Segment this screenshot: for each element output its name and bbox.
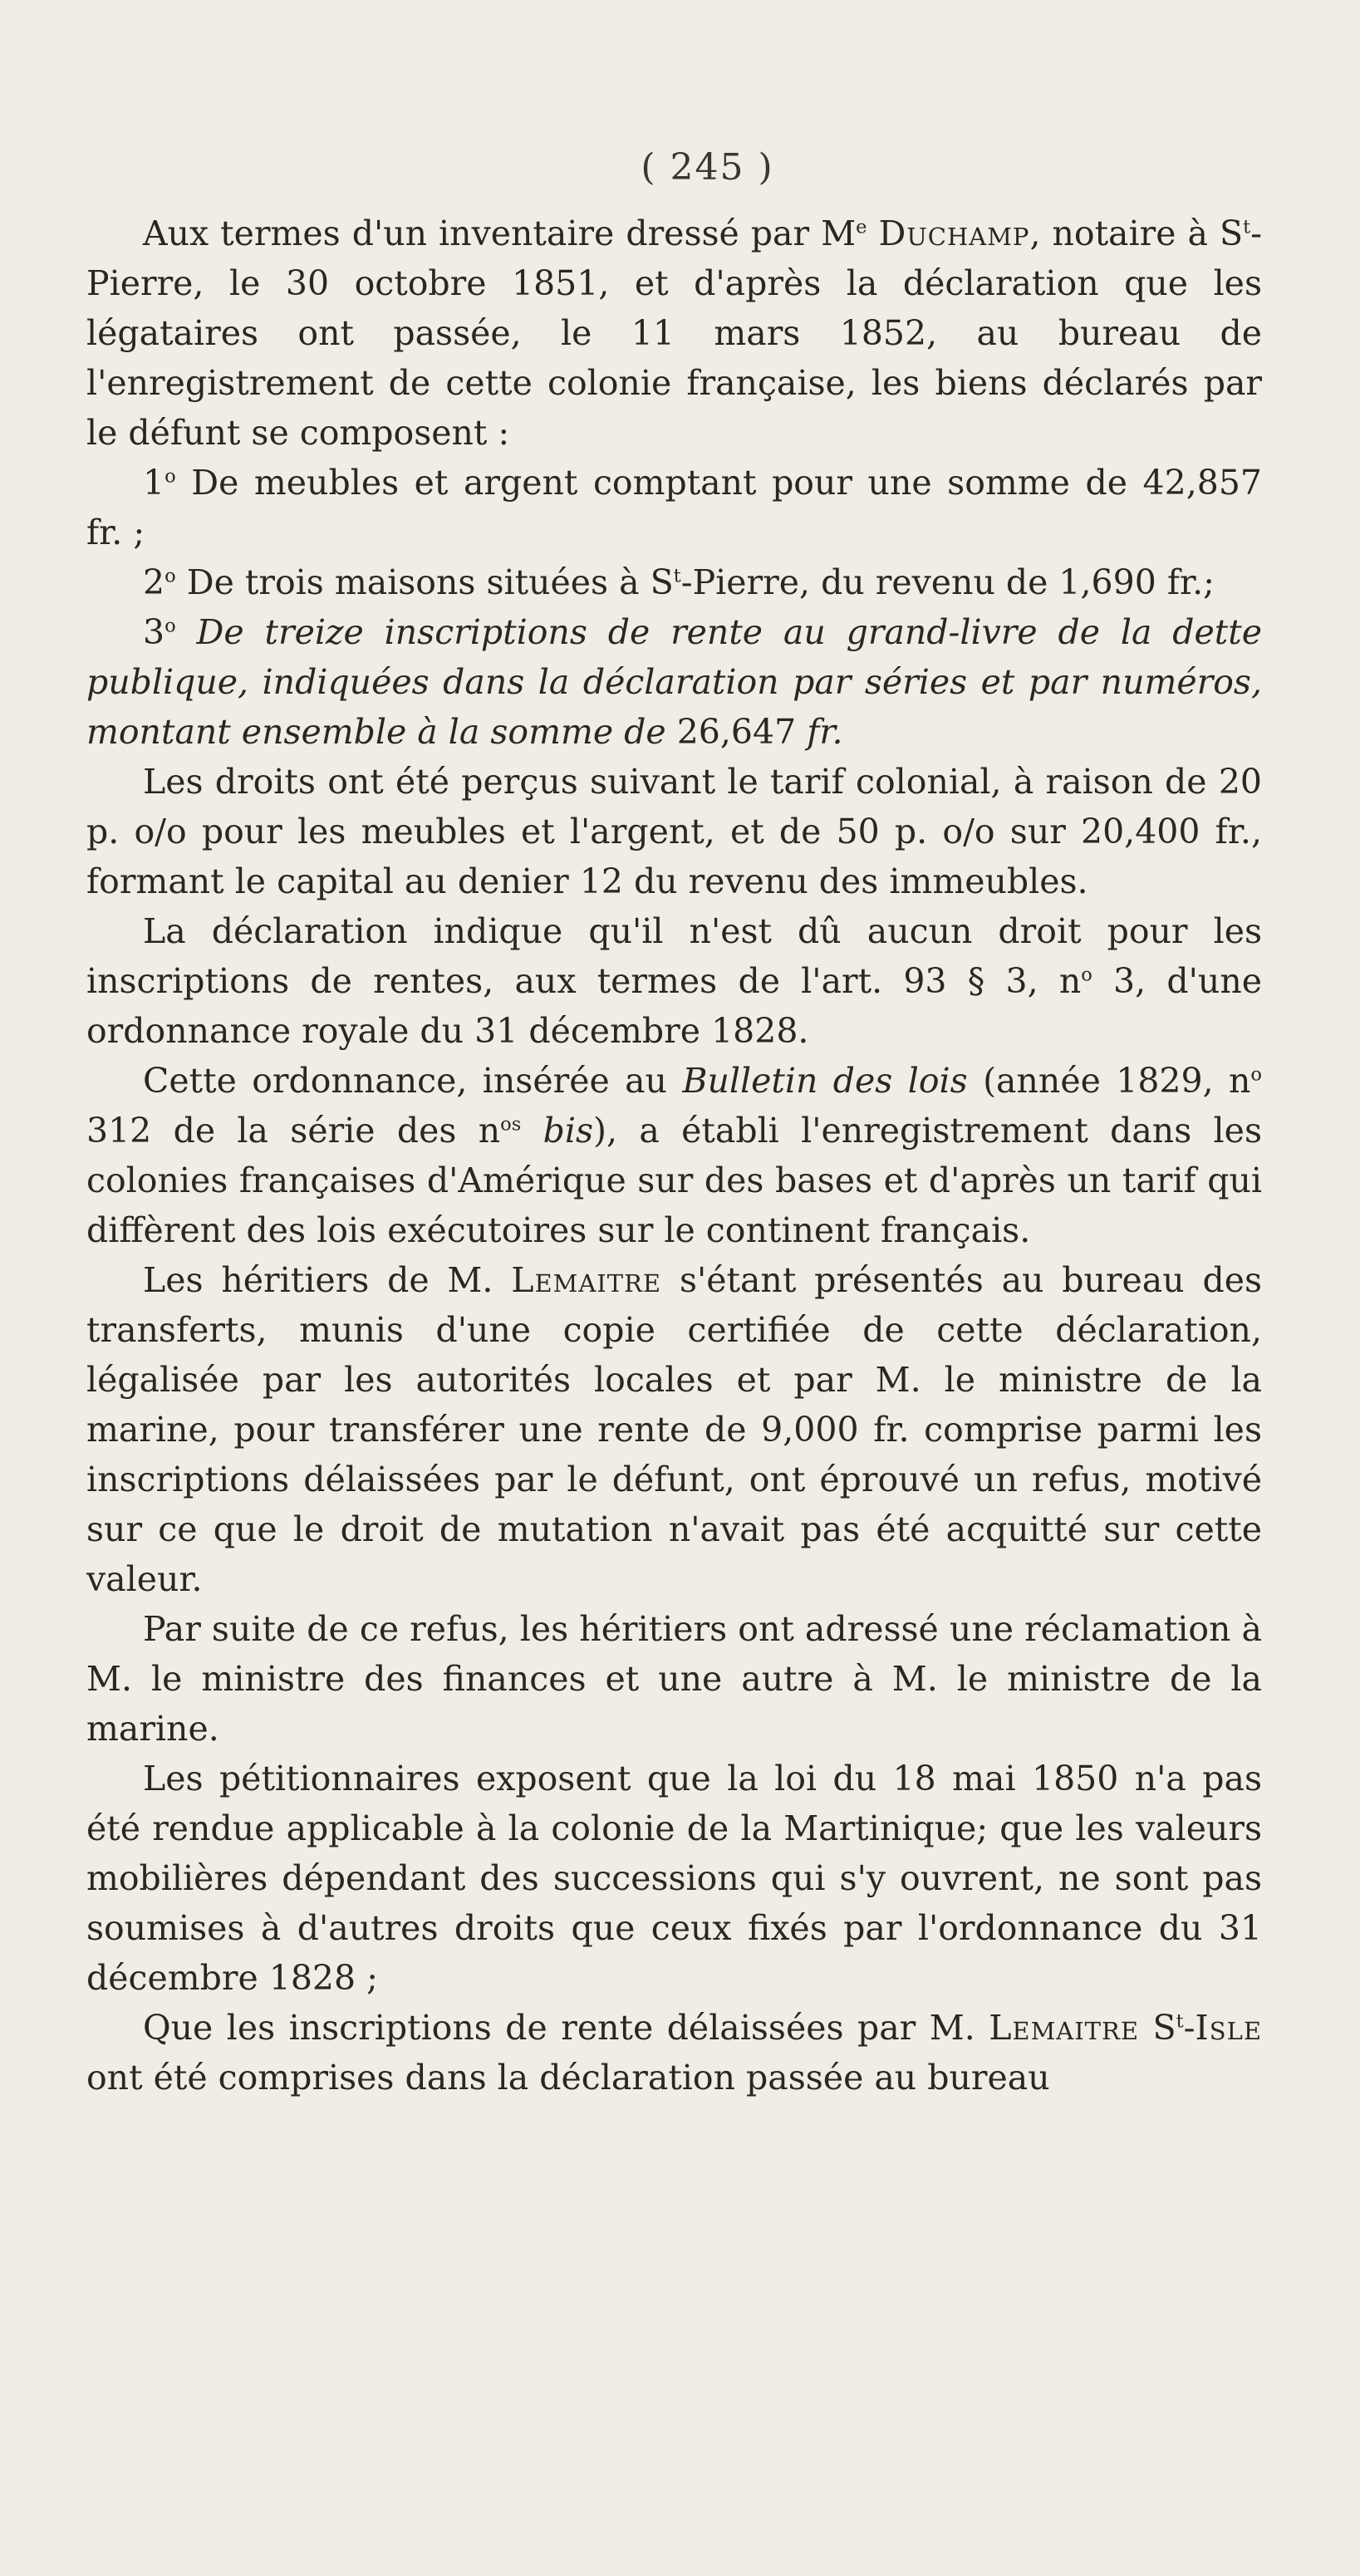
list-item-1: [86, 458, 1262, 557]
italic-text: De treize inscriptions de rente au grand-livre de la dette publique, indiquées dans la déclaration par séries et par numéros, montant ensemble à la somme de: [86, 612, 1262, 752]
text-run: Cette ordonnance, insérée au: [143, 1061, 683, 1101]
item-number: 1: [143, 463, 165, 503]
superscript: os: [500, 1113, 522, 1136]
text-run: La déclaration indique qu'il n'est dû aucun droit pour les inscriptions de rentes, aux termes de l'art. 93 § 3, n: [86, 911, 1262, 1001]
text-run: De trois maisons situées à S: [175, 562, 674, 602]
proper-name: Lemaitre: [989, 2008, 1140, 2048]
paragraph-declaration: [86, 906, 1262, 1056]
superscript: o: [1250, 1063, 1262, 1086]
list-item-3: [86, 607, 1262, 757]
text-run: Les héritiers de M.: [143, 1260, 512, 1300]
text-run: ont été comprises dans la déclaration passée au bureau: [86, 2058, 1050, 2098]
item-number: 3: [143, 612, 165, 652]
text-run: 3, d'une ordonnance royale du 31 décembre 1828.: [86, 961, 1263, 1051]
paragraph-petitioners: Les pétitionnaires exposent que la loi du 18 mai 1850 n'a pas été rendue applicable à la colonie de la Martinique; que les valeurs mobilières dépendant des successions qui s'y ouvrent, ne sont pas soumises à d'autres droits que ceux fixés par l'ordonnance du 31 décembre 1828 ;: [86, 1759, 1262, 1998]
text-run: S: [1139, 2008, 1176, 2048]
text-run: 312 de la série des n: [86, 1111, 501, 1151]
paragraph-inventory: [86, 209, 1262, 458]
text-run: (année 1829, n: [967, 1061, 1251, 1101]
proper-name: Isle: [1195, 2008, 1262, 2048]
superscript: o: [164, 465, 176, 488]
superscript: o: [1081, 964, 1092, 986]
text-run: -Pierre, du revenu de 1,690 fr.;: [680, 562, 1215, 602]
superscript: o: [164, 615, 176, 637]
text-run: s'étant présentés au bureau des transferts, munis d'une copie certifiée de cette déclaration, légalisée par les autorités locales et par M. le ministre de la marine, pour transférer une rente de 9,000 fr. comprise parmi les inscriptions délaissées par le défunt, ont éprouvé un refus, motivé sur ce que le droit de mutation n'avait pas été acquitté sur cette valeur.: [86, 1260, 1263, 1599]
text-run: Aux termes d'un inventaire dressé par M: [143, 213, 857, 253]
text-run: , notaire à S: [1029, 213, 1244, 253]
text-run: -: [1183, 2008, 1196, 2048]
paragraph-claim: Par suite de ce refus, les héritiers ont adressé une réclamation à M. le ministre des finances et une autre à M. le ministre de la marine.: [86, 1609, 1262, 1749]
paragraph-heirs: [86, 1255, 1262, 1604]
superscript: t: [1176, 2010, 1184, 2033]
italic-text: bis: [521, 1111, 594, 1151]
italic-text: Bulletin des lois: [682, 1061, 968, 1101]
paragraph-ordinance: [86, 1056, 1262, 1255]
superscript: o: [164, 565, 176, 587]
superscript: e: [856, 216, 867, 238]
superscript: t: [673, 565, 681, 587]
amount: 26,647: [676, 712, 797, 752]
italic-text: fr.: [796, 712, 843, 752]
proper-name: Duchamp: [878, 213, 1030, 253]
paragraph-inscriptions: [86, 2003, 1262, 2103]
page-number: ( 245 ): [641, 146, 774, 189]
proper-name: Lemaitre: [511, 1260, 662, 1300]
list-item-2: [86, 557, 1262, 607]
text-run: Que les inscriptions de rente délaissées par M.: [143, 2008, 989, 2048]
paragraph-duties: Les droits ont été perçus suivant le tarif colonial, à raison de 20 p. o/o pour les meubles et l'argent, et de 50 p. o/o sur 20,400 fr., formant le capital au denier 12 du revenu des immeubles.: [86, 762, 1262, 901]
superscript: t: [1243, 216, 1251, 238]
item-number: 2: [143, 562, 165, 602]
text-run: ), a établi l'enregistrement dans les colonies françaises d'Amérique sur des bases et d'après un tarif qui diffèrent des lois exécutoires sur le continent français.: [86, 1111, 1262, 1250]
text-run: De meubles et argent comptant pour une somme de 42,857 fr. ;: [86, 463, 1262, 552]
text-run: -Pierre, le 30 octobre 1851, et d'après la déclaration que les légataires ont passée, le 11 mars 1852, au bureau de l'enregistrement de cette colonie française, les biens déclarés par le défunt se composent :: [86, 213, 1262, 453]
